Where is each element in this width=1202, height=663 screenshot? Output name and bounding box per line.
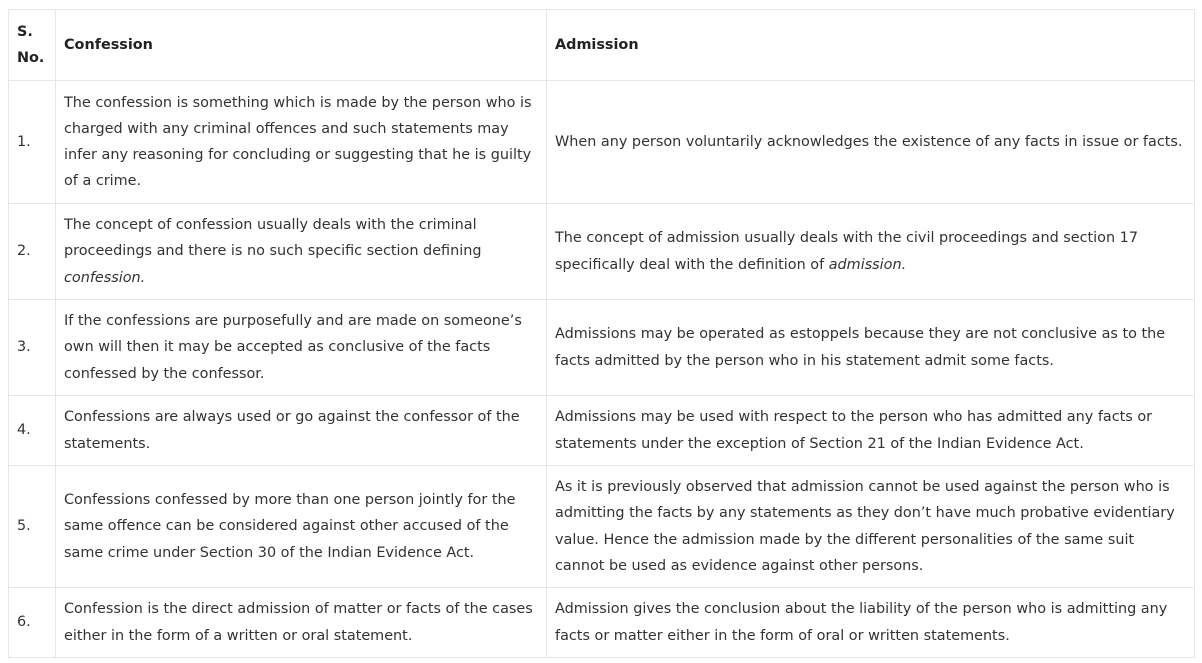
row-confession: The confession is something which is made by the person who is charged with any criminal offences and such statements may infer any reasoning for concluding or suggesting that he is guilty of a crime. [56, 81, 547, 204]
row-admission: Admission gives the conclusion about the liability of the person who is admitting any facts or matter either in the form of oral or written statements. [547, 588, 1195, 658]
row-admission [547, 204, 1195, 300]
row-admission: Admissions may be used with respect to the person who has admitted any facts or statements under the exception of Section 21 of the Indian Evidence Act. [547, 396, 1195, 466]
table-row [9, 588, 1195, 658]
table-row [9, 466, 1195, 588]
row-confession: If the confessions are purposefully and are made on someone’s own will then it may be accepted as conclusive of the facts confessed by the confessor. [56, 300, 547, 396]
table-row [9, 396, 1195, 466]
table-header-row [9, 10, 1195, 81]
table-row [9, 204, 1195, 300]
row-confession: Confession is the direct admission of matter or facts of the cases either in the form of a written or oral statement. [56, 588, 547, 658]
row-sno: 2. [9, 204, 56, 300]
table-row [9, 81, 1195, 204]
row-admission: When any person voluntarily acknowledges the existence of any facts in issue or facts. [547, 81, 1195, 204]
header-confession: Confession [56, 10, 547, 81]
row-sno: 6. [9, 588, 56, 658]
comparison-table [8, 9, 1195, 658]
row-confession-emphasis: confession. [64, 269, 146, 286]
header-sno [9, 10, 56, 81]
row-sno: 4. [9, 396, 56, 466]
row-sno: 1. [9, 81, 56, 204]
header-sno-line2: No. [17, 50, 45, 66]
row-admission: Admissions may be operated as estoppels because they are not conclusive as to the facts admitted by the person who in his statement admit some facts. [547, 300, 1195, 396]
row-confession: Confessions confessed by more than one person jointly for the same offence can be considered against other accused of the same crime under Section 30 of the Indian Evidence Act. [56, 466, 547, 588]
row-sno: 3. [9, 300, 56, 396]
row-confession: Confessions are always used or go against the confessor of the statements. [56, 396, 547, 466]
row-admission-text: The concept of admission usually deals with the civil proceedings and section 17 specifically deal with the definition of [555, 230, 1138, 273]
row-confession-text: The concept of confession usually deals with the criminal proceedings and there is no such specific section defining [64, 217, 482, 260]
row-admission-emphasis: admission. [828, 256, 907, 273]
table-row [9, 300, 1195, 396]
header-admission: Admission [547, 10, 1195, 81]
row-sno: 5. [9, 466, 56, 588]
row-admission: As it is previously observed that admission cannot be used against the person who is admitting the facts by any statements as they don’t have much probative evidentiary value. Hence the admission made by the different personalities of the same suit cannot be used as evidence against other persons. [547, 466, 1195, 588]
row-confession [56, 204, 547, 300]
header-sno-line1: S. [17, 23, 33, 40]
